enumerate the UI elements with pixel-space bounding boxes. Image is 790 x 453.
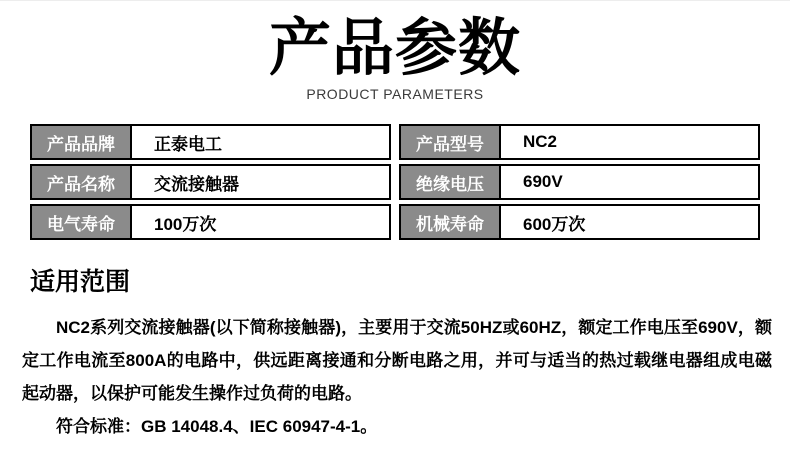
- spec-value-electrical-life: 100万次: [132, 206, 389, 238]
- table-row: [30, 204, 391, 240]
- spec-value-model: NC2: [501, 126, 758, 158]
- table-row: [399, 124, 760, 160]
- scope-paragraph-1: NC2系列交流接触器(以下简称接触器)，主要用于交流50HZ或60HZ，额定工作电压至690V，额定工作电流至800A的电路中，供远距离接通和分断电路之用，并可与适当的热过载继电器组成电磁起动器，以保护可能发生操作过负荷的电路。: [22, 318, 772, 404]
- page-header: [0, 1, 790, 102]
- spec-table-right: [399, 124, 760, 240]
- table-row: [30, 164, 391, 200]
- spec-label-mechanical-life: 机械寿命: [401, 206, 501, 238]
- page-title: 产品参数: [268, 14, 521, 83]
- scope-paragraph-2: 符合标准：GB 14048.4、IEC 60947-4-1。: [56, 417, 378, 437]
- spec-label-product-name: 产品名称: [32, 166, 132, 198]
- spec-value-product-name: 交流接触器: [132, 166, 389, 198]
- applicable-scope-section: [22, 262, 772, 443]
- spec-label-electrical-life: 电气寿命: [32, 206, 132, 238]
- spec-label-brand: 产品品牌: [32, 126, 132, 158]
- section-body: [22, 311, 772, 443]
- page-subtitle: PRODUCT PARAMETERS: [306, 86, 484, 103]
- table-row: [399, 164, 760, 200]
- spec-label-insulation-voltage: 绝缘电压: [401, 166, 501, 198]
- table-row: [399, 204, 760, 240]
- spec-value-insulation-voltage: 690V: [501, 166, 758, 198]
- table-row: [30, 124, 391, 160]
- spec-value-brand: 正泰电工: [132, 126, 389, 158]
- spec-value-mechanical-life: 600万次: [501, 206, 758, 238]
- section-title: 适用范围: [30, 268, 131, 297]
- spec-tables: [30, 124, 760, 240]
- spec-table-left: [30, 124, 391, 240]
- spec-label-model: 产品型号: [401, 126, 501, 158]
